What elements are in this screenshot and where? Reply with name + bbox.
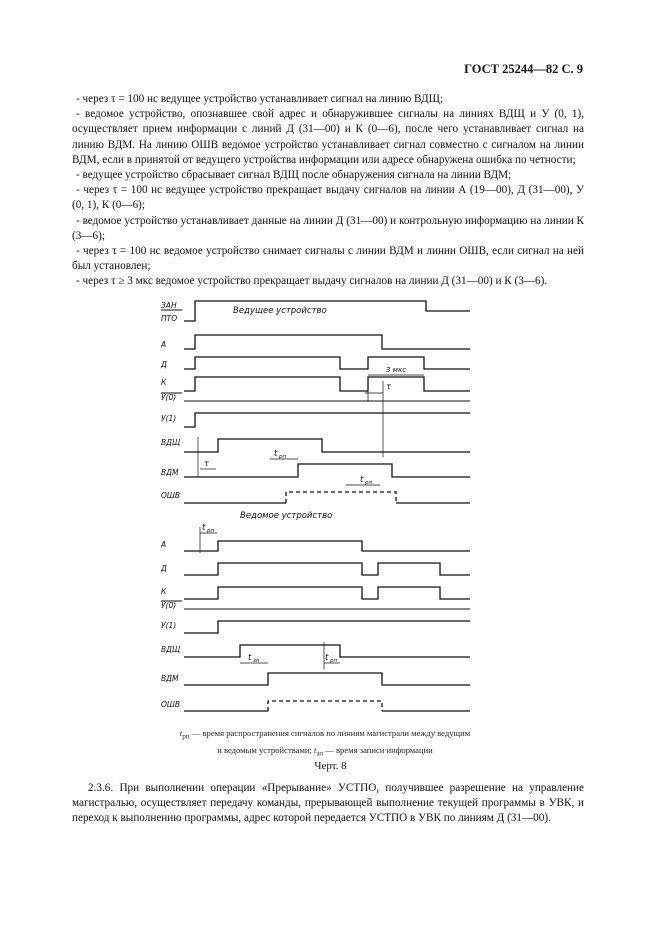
label-t: t [202,523,206,533]
paragraph: - через τ ≥ 3 мкс ведомое устройство прекращает выдачу сигналов на линии Д (31—00) и К (3—6). [76,275,548,288]
figure-label: Черт. 8 [314,760,347,772]
signal-label: ПТО [161,314,178,323]
waveform-a [184,335,470,349]
waveform-u1-slave [184,621,470,633]
caption-line-1-text: — время распространения сигналов по линиям магистрали между ведущим [189,728,471,738]
label-sub: рп [279,454,287,460]
signal-label: ВДЩ [161,645,181,654]
label-sub: рп [330,658,338,664]
label-sub: рп [207,528,215,534]
paragraph: - ведомое устройство, опознавшее свой адрес и обнаружившее сигналы на линиях ВДЩ и У (0, 1), осуществляет прием информации с линий Д (31—00) и К (0—6), после чего устанавливает сигнал на линию ВДМ. На линию ОШВ ведомое устройство устанавливает сигнал совместно с сигналом на линии ВДМ, если в принятой от ведущего устройства информации или адресе обнаружена ошибка по четности; [72,108,584,166]
paragraph: - через τ = 100 нс ведущее устройство прекращает выдачу сигналов на линии А (19—00), Д (31—00), У (0, 1), К (0—6); [72,184,584,212]
paragraph: - через τ = 100 нс ведущее устройство устанавливает сигнал на линию ВДЩ; [76,93,444,105]
signal-label: К [161,587,167,596]
caption-t-rp-sub: рп [182,732,190,741]
paragraph: - ведущее устройство сбрасывает сигнал ВДЩ после обнаружения сигнала на линии ВДМ; [76,169,512,182]
label-sub: рп [365,480,373,486]
label-t: t [248,653,252,663]
signal-label: ВДЩ [161,438,181,447]
paragraph: - через τ = 100 нс ведомое устройство снимает сигналы с линии ВДМ и линии ОШВ, если сигнал на ней был установлен; [72,245,584,273]
label-sub: зп [253,658,260,664]
label-tau: τ [204,459,209,468]
waveform-vdm [184,464,470,477]
signal-label: ВДМ [161,674,179,683]
waveform-d [184,357,470,369]
signal-label: У(1) [161,414,177,423]
caption-line-1 [100,727,550,744]
bottom-paragraph: 2.3.6. При выполнении операции «Прерывание» УСТПО, получившее разрешение на управление магистралью, осуществляет передачу команды, прерывающей выполнение текущей программы в УВК, и переход к выполнению программы, адрес которой передается УСТПО в УВК по линиям Д (31—00). [72,782,584,825]
caption-line-2 [100,744,550,761]
label-t: t [325,653,329,663]
paragraph: - ведомое устройство устанавливает данные на линии Д (31—00) и контрольную информацию на линии К (3—6); [72,214,584,242]
body-text [72,92,584,290]
signal-label: ЗАН [161,301,177,310]
waveform-vdm-slave [184,673,470,685]
waveform-u1 [184,413,470,427]
waveform-oshv-dashed [286,492,396,503]
waveform-d-slave [184,563,470,575]
caption-t-zp-sub: зп [316,749,324,758]
caption-t-symbol: t [314,744,317,755]
signal-label: ОШВ [161,700,181,709]
label-t: t [360,475,364,485]
caption-t-symbol: t [179,728,183,738]
signal-label: А [161,340,167,349]
waveform-vdsh [184,439,470,452]
signal-label: У(1) [161,621,177,630]
section-label-slave: Ведомое устройство [240,511,333,521]
signal-label: У(0) [161,393,177,402]
waveform-oshv-slave-dashed [268,701,382,711]
signal-label: У(0) [161,601,177,610]
label-3mks: 3 мкс [386,366,407,374]
caption-line-2-start: и ведомым устройствами; [217,744,315,755]
figure-caption [100,727,550,760]
page-header: ГОСТ 25244—82 С. 9 [464,62,583,76]
waveform-k-slave [184,587,470,599]
signal-label: ОШВ [161,491,181,500]
timing-diagram [140,297,480,717]
section-label-master: Ведущее устройство [233,306,327,316]
signal-label: Д [161,564,167,573]
signal-label: ВДМ [161,468,179,477]
waveform-zan [184,301,470,321]
signal-label: К [161,378,167,387]
label-tau: τ [386,382,391,391]
waveform-k [184,377,470,391]
waveform-a-slave [184,541,470,551]
label-t: t [274,449,278,459]
caption-line-2-text: — время записи информации [323,744,433,755]
signal-label: А [161,540,167,549]
signal-label: Д [161,360,167,369]
